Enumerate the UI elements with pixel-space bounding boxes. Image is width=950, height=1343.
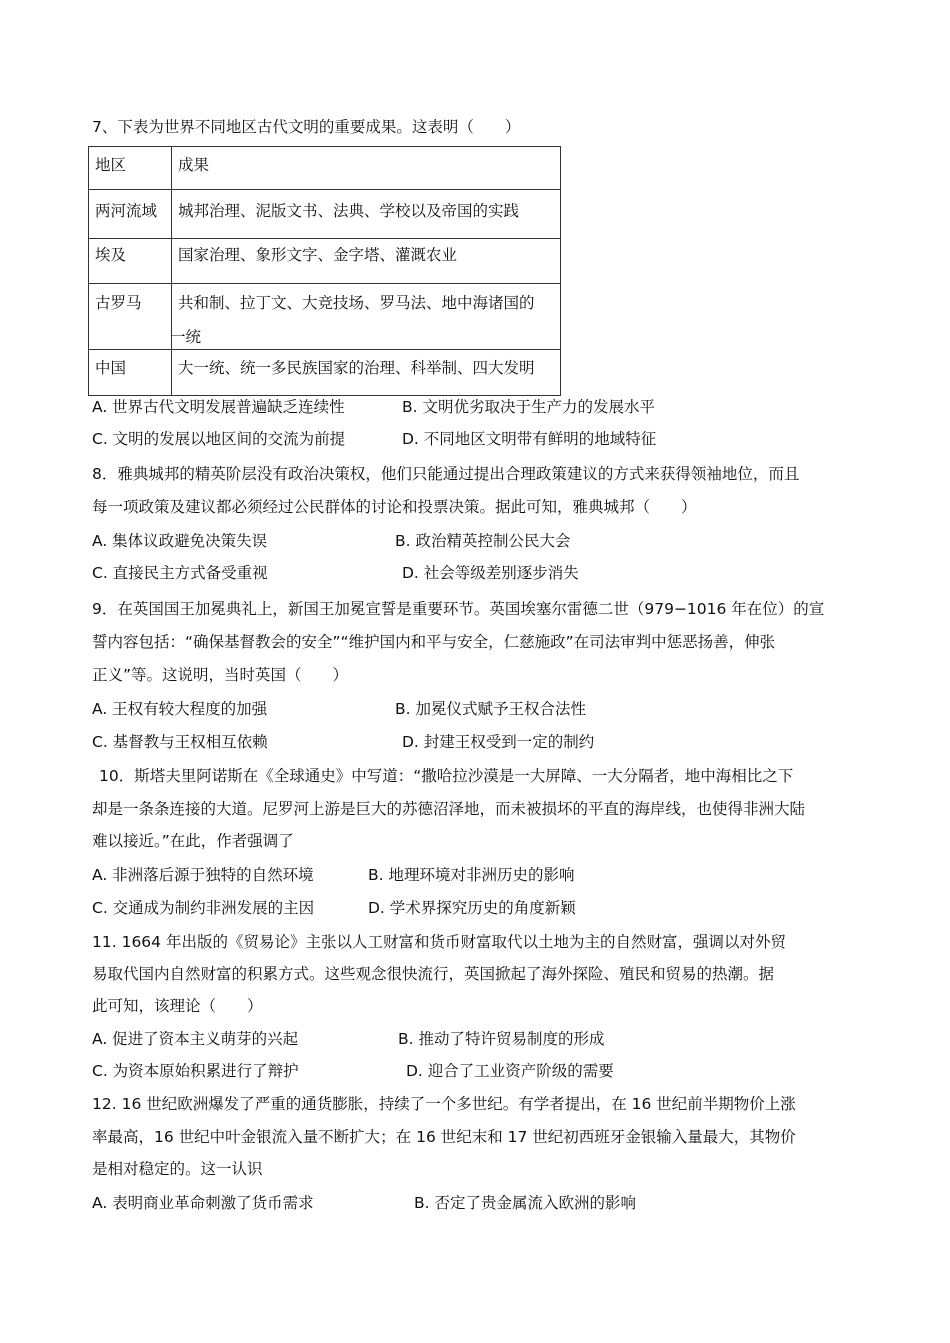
q10-option-c[interactable]: C. 交通成为制约非洲发展的主因 — [92, 899, 315, 917]
table-cell-result: 城邦治理、泥版文书、法典、学校以及帝国的实践 — [172, 190, 561, 239]
q11-stem-line3: 此可知，该理论（ ） — [92, 997, 263, 1015]
q9-option-b[interactable]: B. 加冕仪式赋予王权合法性 — [395, 700, 586, 718]
q9-stem-line2: 誓内容包括：“确保基督教会的安全”“维护国内和平与安全，仁慈施政”在司法审判中惩恶扬善，伸张 — [92, 633, 776, 651]
q10-stem-line2: 却是一条条连接的大道。尼罗河上游是巨大的苏德沼泽地，而未被损坏的平直的海岸线，也使得非洲大陆 — [92, 800, 806, 818]
q11-option-b[interactable]: B. 推动了特许贸易制度的形成 — [398, 1030, 605, 1048]
q11-option-c[interactable]: C. 为资本原始积累进行了辩护 — [92, 1062, 299, 1080]
q9-option-c[interactable]: C. 基督教与王权相互依赖 — [92, 733, 268, 751]
table-row — [89, 350, 561, 396]
q9-option-a[interactable]: A. 王权有较大程度的加强 — [92, 700, 268, 718]
table-cell-result — [172, 284, 561, 350]
q12-option-a[interactable]: A. 表明商业革命刺激了货币需求 — [92, 1194, 314, 1212]
table-row — [89, 239, 561, 284]
q11-stem-line2: 易取代国内自然财富的积累方式。这些观念很快流行，英国掀起了海外探险、殖民和贸易的热潮。据 — [92, 965, 775, 983]
table-cell-result-line2: 一统 — [170, 328, 202, 346]
q11-option-d[interactable]: D. 迎合了工业资产阶级的需要 — [406, 1062, 614, 1080]
table-header-row — [89, 147, 561, 190]
q11-option-a[interactable]: A. 促进了资本主义萌芽的兴起 — [92, 1030, 299, 1048]
q8-option-c[interactable]: C. 直接民主方式备受重视 — [92, 564, 268, 582]
q7-option-c[interactable]: C. 文明的发展以地区间的交流为前提 — [92, 430, 346, 448]
table-cell-result-line1: 共和制、拉丁文、大竞技场、罗马法、地中海诸国的 — [178, 294, 535, 312]
q12-stem-line2: 率最高，16 世纪中叶金银流入量不断扩大；在 16 世纪末和 17 世纪初西班牙金银输入量最大，其物价 — [92, 1128, 796, 1146]
q12-stem-line3: 是相对稳定的。这一认识 — [92, 1160, 263, 1178]
table-row — [89, 190, 561, 239]
q9-option-d[interactable]: D. 封建王权受到一定的制约 — [402, 733, 595, 751]
q10-option-d[interactable]: D. 学术界探究历史的角度新颖 — [368, 899, 576, 917]
table-cell-region: 埃及 — [89, 239, 172, 284]
q12-stem-line1: 12. 16 世纪欧洲爆发了严重的通货膨胀，持续了一个多世纪。有学者提出，在 16 世纪前半期物价上涨 — [92, 1095, 796, 1113]
table-cell-region: 古罗马 — [89, 284, 172, 350]
q12-option-b[interactable]: B. 否定了贵金属流入欧洲的影响 — [414, 1194, 636, 1212]
table-cell-result: 国家治理、象形文字、金字塔、灌溉农业 — [172, 239, 561, 284]
q10-stem-line3: 难以接近。”在此，作者强调了 — [92, 832, 294, 850]
q10-option-a[interactable]: A. 非洲落后源于独特的自然环境 — [92, 866, 314, 884]
q8-stem-line2: 每一项政策及建议都必须经过公民群体的讨论和投票决策。据此可知，雅典城邦（ ） — [92, 498, 697, 516]
q7-option-a[interactable]: A. 世界古代文明发展普遍缺乏连续性 — [92, 398, 345, 416]
q8-stem-line1: 8．雅典城邦的精英阶层没有政治决策权，他们只能通过提出合理政策建议的方式来获得领袖地位，而且 — [92, 465, 800, 483]
q10-stem-line1: 10．斯塔夫里阿诺斯在《全球通史》中写道：“撒哈拉沙漠是一大屏障、一大分隔者，地中海相比之下 — [99, 767, 794, 785]
table-cell-region: 中国 — [89, 350, 172, 396]
q11-stem-line1: 11. 1664 年出版的《贸易论》主张以人工财富和货币财富取代以土地为主的自然财富，强调以对外贸 — [92, 933, 786, 951]
q7-stem: 7、下表为世界不同地区古代文明的重要成果。这表明（ ） — [92, 118, 521, 136]
table-header-region: 地区 — [89, 147, 172, 190]
q9-stem-line1: 9．在英国国王加冕典礼上，新国王加冕宣誓是重要环节。英国埃塞尔雷德二世（979−1016 年在位）的宣 — [92, 600, 825, 618]
q10-option-b[interactable]: B. 地理环境对非洲历史的影响 — [368, 866, 575, 884]
q8-option-b[interactable]: B. 政治精英控制公民大会 — [395, 532, 571, 550]
q9-stem-line3: 正义”等。这说明，当时英国（ ） — [92, 666, 349, 684]
q7-table — [88, 146, 561, 396]
table-row — [89, 284, 561, 350]
q7-option-d[interactable]: D. 不同地区文明带有鲜明的地域特征 — [402, 430, 657, 448]
table-cell-region: 两河流域 — [89, 190, 172, 239]
q7-option-b[interactable]: B. 文明优劣取决于生产力的发展水平 — [402, 398, 655, 416]
q8-option-d[interactable]: D. 社会等级差别逐步消失 — [402, 564, 579, 582]
table-header-result: 成果 — [172, 147, 561, 190]
table-cell-result: 大一统、统一多民族国家的治理、科举制、四大发明 — [172, 350, 561, 396]
q8-option-a[interactable]: A. 集体议政避免决策失误 — [92, 532, 268, 550]
